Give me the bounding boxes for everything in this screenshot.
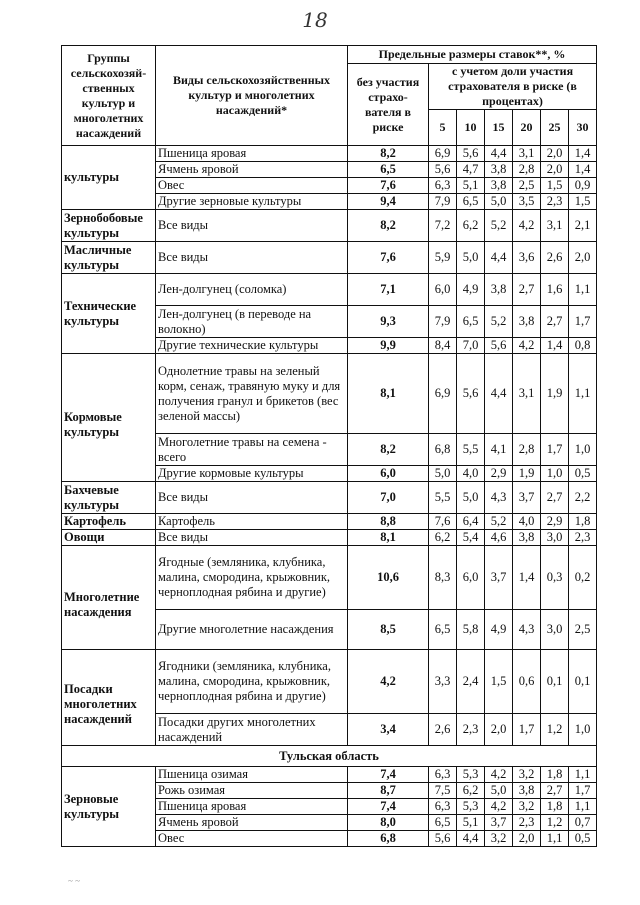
- table-row: [62, 482, 597, 514]
- rate-cell: 7,0: [457, 338, 485, 354]
- group-cell: Овощи: [62, 530, 156, 546]
- rate-cell: 3,0: [541, 530, 569, 546]
- rate-cell: 5,2: [485, 514, 513, 530]
- rate-cell: 3,2: [485, 831, 513, 847]
- base-rate-cell: 3,4: [348, 714, 429, 746]
- rate-cell: 0,5: [569, 466, 597, 482]
- base-rate-cell: 4,2: [348, 650, 429, 714]
- group-cell: Многолетние насаждения: [62, 546, 156, 650]
- rate-cell: 2,0: [541, 162, 569, 178]
- table-row: [62, 546, 597, 610]
- rate-cell: 4,2: [513, 210, 541, 242]
- base-rate-cell: 7,0: [348, 482, 429, 514]
- base-rate-cell: 8,0: [348, 815, 429, 831]
- base-rate-cell: 10,6: [348, 546, 429, 610]
- rate-cell: 1,4: [569, 146, 597, 162]
- kind-cell: Все виды: [156, 242, 348, 274]
- rate-cell: 4,2: [513, 338, 541, 354]
- rate-cell: 3,5: [513, 194, 541, 210]
- group-cell: культуры: [62, 146, 156, 210]
- rate-cell: 1,8: [541, 799, 569, 815]
- kind-cell: Другие кормовые культуры: [156, 466, 348, 482]
- rate-cell: 0,6: [513, 650, 541, 714]
- base-rate-cell: 8,2: [348, 434, 429, 466]
- rate-cell: 2,2: [569, 482, 597, 514]
- rate-cell: 3,8: [513, 783, 541, 799]
- rate-cell: 2,7: [541, 482, 569, 514]
- kind-cell: Другие многолетние насаждения: [156, 610, 348, 650]
- rate-cell: 0,5: [569, 831, 597, 847]
- base-rate-cell: 7,6: [348, 242, 429, 274]
- table-row: [62, 146, 597, 162]
- rate-cell: 4,9: [485, 610, 513, 650]
- rate-cell: 1,1: [569, 274, 597, 306]
- rate-cell: 5,9: [429, 242, 457, 274]
- rate-cell: 2,9: [541, 514, 569, 530]
- rate-cell: 6,5: [429, 610, 457, 650]
- rate-cell: 7,6: [429, 514, 457, 530]
- main-rows: [62, 146, 597, 746]
- base-rate-cell: 7,1: [348, 274, 429, 306]
- rate-cell: 5,3: [457, 767, 485, 783]
- rate-cell: 2,0: [569, 242, 597, 274]
- rate-cell: 1,0: [569, 714, 597, 746]
- base-rate-cell: 8,5: [348, 610, 429, 650]
- rate-cell: 6,3: [429, 767, 457, 783]
- rate-cell: 0,8: [569, 338, 597, 354]
- rate-cell: 3,1: [513, 146, 541, 162]
- rate-cell: 2,7: [541, 306, 569, 338]
- rate-cell: 1,5: [541, 178, 569, 194]
- base-rate-cell: 7,6: [348, 178, 429, 194]
- kinds-header: Виды сельскохозяйственных культур и многолетних насаждений*: [156, 46, 348, 146]
- table-row: [62, 514, 597, 530]
- rate-cell: 5,2: [485, 210, 513, 242]
- rate-cell: 1,1: [569, 799, 597, 815]
- rate-cell: 6,0: [457, 546, 485, 610]
- rate-cell: 1,4: [569, 162, 597, 178]
- kind-cell: Однолетние травы на зеленый корм, сенаж, травяную муку и для получения гранул и брикетов (вес зеленой массы): [156, 354, 348, 434]
- rate-cell: 3,6: [513, 242, 541, 274]
- percent-col-header: 10: [457, 110, 485, 146]
- rate-cell: 5,0: [429, 466, 457, 482]
- rate-cell: 5,5: [457, 434, 485, 466]
- rate-cell: 2,0: [485, 714, 513, 746]
- without-participation-header: без участия страхо-вателя в риске: [348, 64, 429, 146]
- rate-cell: 1,1: [541, 831, 569, 847]
- kind-cell: Ячмень яровой: [156, 815, 348, 831]
- rate-cell: 4,1: [485, 434, 513, 466]
- percent-col-header: 20: [513, 110, 541, 146]
- percent-col-header: 25: [541, 110, 569, 146]
- table-row: [62, 242, 597, 274]
- rate-cell: 6,2: [457, 783, 485, 799]
- rate-cell: 2,5: [513, 178, 541, 194]
- percent-col-header: 15: [485, 110, 513, 146]
- rate-cell: 0,3: [541, 546, 569, 610]
- rate-cell: 2,4: [457, 650, 485, 714]
- limits-header: Предельные размеры ставок**, %: [348, 46, 597, 64]
- rate-cell: 3,1: [541, 210, 569, 242]
- rate-cell: 6,9: [429, 146, 457, 162]
- kind-cell: Все виды: [156, 482, 348, 514]
- rate-cell: 1,6: [541, 274, 569, 306]
- rate-cell: 3,2: [513, 799, 541, 815]
- base-rate-cell: 7,4: [348, 767, 429, 783]
- rate-cell: 4,7: [457, 162, 485, 178]
- kind-cell: Ячмень яровой: [156, 162, 348, 178]
- group-cell: Кормовые культуры: [62, 354, 156, 482]
- rate-cell: 4,9: [457, 274, 485, 306]
- kind-cell: Другие технические культуры: [156, 338, 348, 354]
- kind-cell: Овес: [156, 178, 348, 194]
- rate-cell: 0,9: [569, 178, 597, 194]
- table-row: [62, 210, 597, 242]
- region-title: Тульская область: [62, 746, 597, 767]
- kind-cell: Многолетние травы на семена - всего: [156, 434, 348, 466]
- rate-cell: 4,4: [485, 146, 513, 162]
- base-rate-cell: 6,0: [348, 466, 429, 482]
- table-row: [62, 650, 597, 714]
- margin-mark: ~ ~: [68, 876, 80, 886]
- rate-cell: 3,8: [485, 162, 513, 178]
- kind-cell: Посадки других многолетних насаждений: [156, 714, 348, 746]
- kind-cell: Овес: [156, 831, 348, 847]
- rate-cell: 3,0: [541, 610, 569, 650]
- rates-table: [61, 45, 597, 847]
- rate-cell: 3,8: [485, 178, 513, 194]
- group-cell: Посадки многолетних насаждений: [62, 650, 156, 746]
- group-cell: Технические культуры: [62, 274, 156, 354]
- group-cell: Картофель: [62, 514, 156, 530]
- percent-col-header: 5: [429, 110, 457, 146]
- kind-cell: Другие зерновые культуры: [156, 194, 348, 210]
- rate-cell: 1,8: [541, 767, 569, 783]
- rate-cell: 5,5: [429, 482, 457, 514]
- base-rate-cell: 8,8: [348, 514, 429, 530]
- rate-cell: 2,8: [513, 434, 541, 466]
- rate-cell: 6,0: [429, 274, 457, 306]
- rate-cell: 4,3: [485, 482, 513, 514]
- rate-cell: 6,3: [429, 799, 457, 815]
- rate-cell: 2,8: [513, 162, 541, 178]
- rate-cell: 7,2: [429, 210, 457, 242]
- rate-cell: 0,1: [569, 650, 597, 714]
- rate-cell: 5,8: [457, 610, 485, 650]
- rate-cell: 3,3: [429, 650, 457, 714]
- rate-cell: 1,1: [569, 354, 597, 434]
- rate-cell: 2,1: [569, 210, 597, 242]
- rate-cell: 2,0: [541, 146, 569, 162]
- rate-cell: 1,7: [569, 783, 597, 799]
- rate-cell: 5,0: [485, 194, 513, 210]
- kind-cell: Все виды: [156, 210, 348, 242]
- base-rate-cell: 8,2: [348, 210, 429, 242]
- rate-cell: 1,5: [485, 650, 513, 714]
- group-cell: Масличные культуры: [62, 242, 156, 274]
- kind-cell: Ягодники (земляника, клубника, малина, смородина, крыжовник, черноплодная рябина и другие): [156, 650, 348, 714]
- region-rows: [62, 767, 597, 847]
- rate-cell: 1,1: [569, 767, 597, 783]
- kind-cell: Ягодные (земляника, клубника, малина, смородина, крыжовник, черноплодная рябина и другие): [156, 546, 348, 610]
- group-cell: Зернобобовые культуры: [62, 210, 156, 242]
- rate-cell: 4,2: [485, 767, 513, 783]
- rate-cell: 4,4: [485, 354, 513, 434]
- base-rate-cell: 8,2: [348, 146, 429, 162]
- kind-cell: Пшеница озимая: [156, 767, 348, 783]
- rate-cell: 2,6: [541, 242, 569, 274]
- rate-cell: 7,5: [429, 783, 457, 799]
- base-rate-cell: 8,1: [348, 354, 429, 434]
- rate-cell: 7,9: [429, 306, 457, 338]
- rate-cell: 6,2: [457, 210, 485, 242]
- rate-cell: 6,2: [429, 530, 457, 546]
- kind-cell: Лен-долгунец (соломка): [156, 274, 348, 306]
- rate-cell: 1,4: [541, 338, 569, 354]
- percent-col-header: 30: [569, 110, 597, 146]
- rate-cell: 1,7: [541, 434, 569, 466]
- rate-cell: 1,7: [569, 306, 597, 338]
- kind-cell: Все виды: [156, 530, 348, 546]
- rate-cell: 6,5: [457, 194, 485, 210]
- rate-cell: 2,3: [541, 194, 569, 210]
- rate-cell: 4,3: [513, 610, 541, 650]
- rate-cell: 0,2: [569, 546, 597, 610]
- rate-cell: 5,0: [485, 783, 513, 799]
- rate-cell: 1,9: [513, 466, 541, 482]
- rate-cell: 1,0: [541, 466, 569, 482]
- rate-cell: 4,0: [457, 466, 485, 482]
- base-rate-cell: 9,9: [348, 338, 429, 354]
- rate-cell: 5,0: [457, 242, 485, 274]
- rate-cell: 6,3: [429, 178, 457, 194]
- rate-cell: 6,8: [429, 434, 457, 466]
- rate-cell: 4,6: [485, 530, 513, 546]
- rate-cell: 3,1: [513, 354, 541, 434]
- rate-cell: 5,6: [485, 338, 513, 354]
- rate-cell: 2,7: [541, 783, 569, 799]
- kind-cell: Картофель: [156, 514, 348, 530]
- rate-cell: 8,4: [429, 338, 457, 354]
- base-rate-cell: 9,4: [348, 194, 429, 210]
- rate-cell: 1,4: [513, 546, 541, 610]
- rate-cell: 1,5: [569, 194, 597, 210]
- rate-cell: 0,1: [541, 650, 569, 714]
- base-rate-cell: 9,3: [348, 306, 429, 338]
- rate-cell: 3,8: [513, 306, 541, 338]
- rate-cell: 8,3: [429, 546, 457, 610]
- rate-cell: 5,6: [429, 831, 457, 847]
- rate-cell: 5,6: [457, 146, 485, 162]
- rate-cell: 2,9: [485, 466, 513, 482]
- rate-cell: 2,7: [513, 274, 541, 306]
- rate-cell: 4,2: [485, 799, 513, 815]
- rate-cell: 1,9: [541, 354, 569, 434]
- base-rate-cell: 6,8: [348, 831, 429, 847]
- rate-cell: 5,0: [457, 482, 485, 514]
- rate-cell: 4,4: [485, 242, 513, 274]
- kind-cell: Лен-долгунец (в переводе на волокно): [156, 306, 348, 338]
- rate-cell: 7,9: [429, 194, 457, 210]
- rate-cell: 5,1: [457, 178, 485, 194]
- rate-cell: 4,4: [457, 831, 485, 847]
- rate-cell: 3,7: [513, 482, 541, 514]
- rate-cell: 6,5: [457, 306, 485, 338]
- table-row: [62, 354, 597, 434]
- base-rate-cell: 8,7: [348, 783, 429, 799]
- rate-cell: 1,2: [541, 815, 569, 831]
- kind-cell: Пшеница яровая: [156, 799, 348, 815]
- rate-cell: 6,5: [429, 815, 457, 831]
- rate-cell: 2,3: [513, 815, 541, 831]
- table-row: [62, 274, 597, 306]
- rate-cell: 2,3: [457, 714, 485, 746]
- rate-cell: 2,3: [569, 530, 597, 546]
- rate-cell: 5,6: [429, 162, 457, 178]
- rate-cell: 6,9: [429, 354, 457, 434]
- base-rate-cell: 6,5: [348, 162, 429, 178]
- rate-cell: 5,2: [485, 306, 513, 338]
- base-rate-cell: 8,1: [348, 530, 429, 546]
- rate-cell: 3,8: [485, 274, 513, 306]
- group-cell: Бахчевые культуры: [62, 482, 156, 514]
- rate-cell: 1,2: [541, 714, 569, 746]
- table-row: [62, 767, 597, 783]
- groups-header: Группы сельскохозяй-ственных культур и многолетних насаждений: [62, 46, 156, 146]
- kind-cell: Пшеница яровая: [156, 146, 348, 162]
- rate-cell: 3,7: [485, 815, 513, 831]
- with-share-header: с учетом доли участия страхователя в риске (в процентах): [429, 64, 597, 110]
- rate-cell: 1,7: [513, 714, 541, 746]
- rate-cell: 4,0: [513, 514, 541, 530]
- rate-cell: 5,6: [457, 354, 485, 434]
- rate-cell: 3,8: [513, 530, 541, 546]
- rate-cell: 6,4: [457, 514, 485, 530]
- rate-cell: 0,7: [569, 815, 597, 831]
- rate-cell: 1,0: [569, 434, 597, 466]
- rate-cell: 2,6: [429, 714, 457, 746]
- rate-cell: 5,3: [457, 799, 485, 815]
- rate-cell: 3,7: [485, 546, 513, 610]
- rate-cell: 5,4: [457, 530, 485, 546]
- group-cell: Зерновые культуры: [62, 767, 156, 847]
- rate-cell: 3,2: [513, 767, 541, 783]
- base-rate-cell: 7,4: [348, 799, 429, 815]
- rate-cell: 2,5: [569, 610, 597, 650]
- rate-cell: 2,0: [513, 831, 541, 847]
- table-row: [62, 530, 597, 546]
- rate-cell: 5,1: [457, 815, 485, 831]
- kind-cell: Рожь озимая: [156, 783, 348, 799]
- page-number: 18: [302, 8, 328, 32]
- rate-cell: 1,8: [569, 514, 597, 530]
